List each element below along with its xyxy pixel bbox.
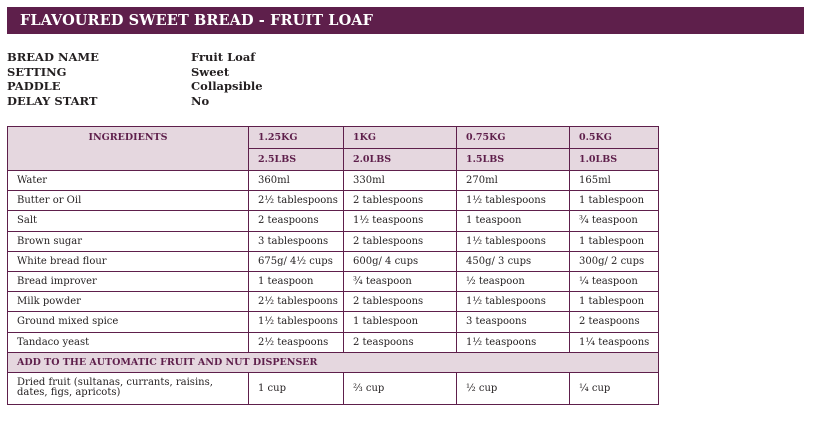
ingredient-amount: 270ml: [457, 171, 570, 191]
ingredient-amount: 2½ teaspoons: [249, 332, 344, 352]
size-lbs-header: 2.5LBS: [249, 149, 344, 171]
ingredient-amount: 1½ tablespoons: [457, 191, 570, 211]
ingredient-name: Milk powder: [8, 292, 249, 312]
ingredient-amount: ½ cup: [457, 372, 570, 404]
size-kg-header: 0.75KG: [457, 127, 570, 149]
ingredient-amount: 2 teaspoons: [249, 211, 344, 231]
ingredient-amount: 1 cup: [249, 372, 344, 404]
ingredient-name: Tandaco yeast: [8, 332, 249, 352]
size-lbs-header: 1.0LBS: [570, 149, 659, 171]
ingredient-amount: 675g/ 4½ cups: [249, 251, 344, 271]
info-label: PADDLE: [7, 79, 61, 93]
ingredient-amount: 1 tablespoon: [344, 312, 457, 332]
info-value: Collapsible: [191, 79, 263, 93]
ingredient-name: Brown sugar: [8, 231, 249, 251]
ingredients-column-header: INGREDIENTS: [8, 127, 249, 171]
table-row: [8, 171, 659, 191]
size-kg-header-row: [8, 127, 659, 149]
ingredient-amount: ½ teaspoon: [457, 271, 570, 291]
ingredient-amount: 165ml: [570, 171, 659, 191]
page-title: FLAVOURED SWEET BREAD - FRUIT LOAF: [20, 12, 374, 29]
ingredient-amount: 1 tablespoon: [570, 191, 659, 211]
ingredient-amount: 1 tablespoon: [570, 231, 659, 251]
size-kg-header: 1KG: [344, 127, 457, 149]
ingredient-amount: 2½ tablespoons: [249, 292, 344, 312]
ingredient-name: White bread flour: [8, 251, 249, 271]
info-label: SETTING: [7, 64, 67, 79]
ingredient-name-cell: [8, 372, 249, 404]
dispenser-section-row: [8, 352, 659, 372]
ingredients-table: [7, 126, 659, 405]
ingredient-name: Butter or Oil: [8, 191, 249, 211]
ingredient-amount: ⅔ cup: [344, 372, 457, 404]
ingredient-name: Ground mixed spice: [8, 312, 249, 332]
ingredient-amount: 330ml: [344, 171, 457, 191]
table-row: [8, 271, 659, 291]
ingredient-amount: ¼ teaspoon: [570, 271, 659, 291]
size-kg-header: 0.5KG: [570, 127, 659, 149]
ingredient-name: Dried fruit (sultanas, currants, raisins, dates, figs, apricots): [17, 376, 213, 399]
ingredient-name: Salt: [8, 211, 249, 231]
ingredient-amount: 1½ teaspoons: [457, 332, 570, 352]
size-kg-header: 1.25KG: [249, 127, 344, 149]
info-value: Fruit Loaf: [191, 50, 256, 64]
ingredient-amount: ¼ cup: [570, 372, 659, 404]
ingredient-amount: ¾ teaspoon: [570, 211, 659, 231]
ingredient-amount: 600g/ 4 cups: [344, 251, 457, 271]
ingredient-name: Water: [8, 171, 249, 191]
ingredient-amount: 3 tablespoons: [249, 231, 344, 251]
info-value: Sweet: [191, 64, 230, 79]
ingredient-amount: 1¼ teaspoons: [570, 332, 659, 352]
page-title-banner: [7, 7, 804, 34]
size-lbs-header: 2.0LBS: [344, 149, 457, 171]
ingredient-amount: 1½ tablespoons: [457, 231, 570, 251]
table-row: [8, 231, 659, 251]
ingredient-amount: 1½ teaspoons: [344, 211, 457, 231]
ingredient-amount: 2½ tablespoons: [249, 191, 344, 211]
ingredient-amount: 2 tablespoons: [344, 292, 457, 312]
info-value: No: [191, 93, 210, 108]
ingredient-amount: 2 tablespoons: [344, 191, 457, 211]
ingredient-amount: 3 teaspoons: [457, 312, 570, 332]
ingredient-amount: 2 teaspoons: [570, 312, 659, 332]
ingredient-amount: 1 tablespoon: [570, 292, 659, 312]
ingredient-amount: 1 teaspoon: [249, 271, 344, 291]
dispenser-section-header: ADD TO THE AUTOMATIC FRUIT AND NUT DISPENSER: [8, 352, 659, 372]
ingredient-name: Bread improver: [8, 271, 249, 291]
table-row: [8, 372, 659, 404]
size-lbs-header: 1.5LBS: [457, 149, 570, 171]
ingredient-amount: 2 teaspoons: [344, 332, 457, 352]
info-label: DELAY START: [7, 93, 98, 108]
table-row: [8, 211, 659, 231]
table-row: [8, 312, 659, 332]
info-label: BREAD NAME: [7, 50, 99, 64]
ingredient-amount: 1½ tablespoons: [457, 292, 570, 312]
table-row: [8, 251, 659, 271]
table-row: [8, 332, 659, 352]
ingredient-amount: 2 tablespoons: [344, 231, 457, 251]
ingredient-amount: 450g/ 3 cups: [457, 251, 570, 271]
table-row: [8, 191, 659, 211]
ingredient-amount: ¾ teaspoon: [344, 271, 457, 291]
table-row: [8, 292, 659, 312]
ingredient-amount: 360ml: [249, 171, 344, 191]
ingredient-amount: 300g/ 2 cups: [570, 251, 659, 271]
ingredient-amount: 1½ tablespoons: [249, 312, 344, 332]
ingredient-amount: 1 teaspoon: [457, 211, 570, 231]
